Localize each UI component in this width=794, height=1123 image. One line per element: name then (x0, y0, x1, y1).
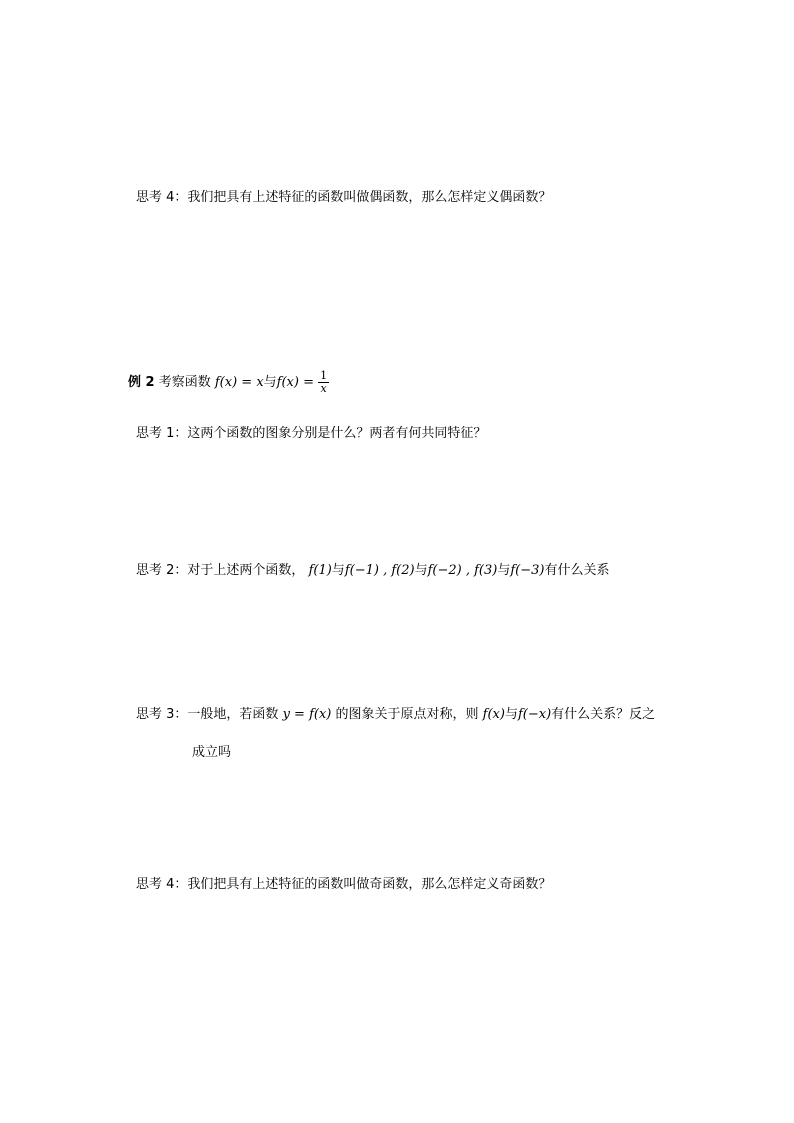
example-intro: 考察函数 (158, 375, 211, 390)
math-f-neg2-f-3: f(−2) , f(3) (427, 563, 498, 578)
math-y-equals-fx: y = f(x) (282, 707, 332, 722)
question-text: 我们把具有上述特征的函数叫做奇函数，那么怎样定义奇函数？ (187, 877, 552, 892)
conjunction: 与 (504, 707, 518, 722)
example-2-heading (128, 370, 329, 395)
question-text-a: 一般地，若函数 (187, 707, 279, 722)
question-label: 思考 1： (136, 426, 188, 441)
conjunction: 与 (414, 563, 428, 578)
formula-f-identity: f(x) = x (214, 375, 264, 390)
fraction-numerator: 1 (320, 369, 328, 382)
question-3 (136, 705, 655, 725)
question-text-a: 对于上述两个函数， (187, 563, 305, 578)
math-f-neg-x: f(−x) (517, 707, 552, 722)
question-label: 思考 4： (136, 190, 188, 205)
question-3-continuation (192, 743, 231, 763)
conjunction: 与 (331, 563, 345, 578)
conjunction: 与 (497, 563, 511, 578)
example-label: 例 2 (128, 375, 155, 390)
question-text-b: 的图象关于原点对称，则 (335, 707, 479, 722)
question-label: 思考 2： (136, 563, 188, 578)
question-text: 我们把具有上述特征的函数叫做偶函数，那么怎样定义偶函数？ (187, 190, 552, 205)
fraction-one-over-x (318, 370, 329, 395)
question-text: 这两个函数的图象分别是什么？两者有何共同特征？ (187, 426, 487, 441)
math-f-neg3: f(−3) (510, 563, 545, 578)
math-f-1: f(1) (308, 563, 332, 578)
conjunction: 与 (263, 375, 277, 390)
question-label: 思考 3： (136, 707, 188, 722)
fraction-denominator: x (320, 382, 327, 395)
question-1 (136, 424, 486, 444)
question-text-line2: 成立吗 (192, 745, 232, 760)
question-text-c: 有什么关系？反之 (551, 707, 656, 722)
question-4-odd (136, 875, 551, 895)
question-4-even (136, 188, 551, 208)
math-f-neg1-f-2: f(−1) , f(2) (344, 563, 415, 578)
question-text-b: 有什么关系 (544, 563, 610, 578)
question-2 (136, 561, 609, 581)
question-label: 思考 4： (136, 877, 188, 892)
math-fx: f(x) (482, 707, 505, 722)
formula-f-reciprocal-lhs: f(x) = (276, 375, 314, 390)
